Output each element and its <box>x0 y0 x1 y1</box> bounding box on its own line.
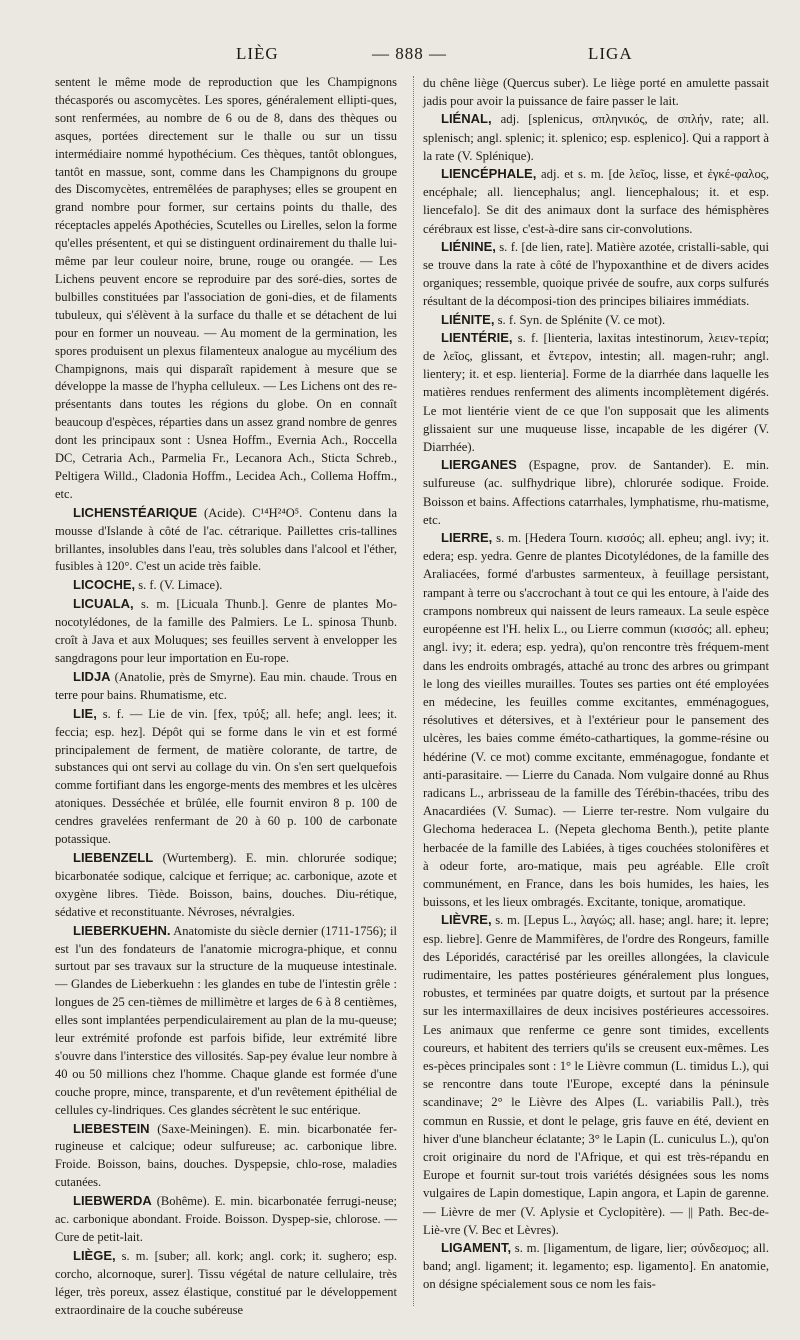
entry-headword: LIDJA <box>73 668 111 684</box>
entry-headword: LICUALA, <box>73 596 134 612</box>
entry-body: s. f. Syn. de Splénite (V. ce mot). <box>494 312 666 327</box>
entry-body: s. m. [Hedera Tourn. κισσός; all. epheu; angl. ivy; it. edera; esp. yedra. Genre de plantes Dicotylédones, de la famille des Araliacées, formé d'arbustes sarmenteux, à feuillage persistant, rampant à terre ou s'accrochant à tout ce qui les entoure, à l'aide des crampons nombreux qui naissent de leurs rameaux. La seule espèce européenne est l'H. helix L., ou Lierre commun (κισσός; all. epheu; angl. ivy; it. edera; esp. yedra), qu'on rencontre très fréquem-ment dans les endroits ombragés, attaché au tronc des arbres ou grimpant le long des vieilles murailles. Toutes ses parties ont été employées en médecine, les feuilles comme excitantes, emménagogues, résolutives et détersives, et à l'extérieur pour le pansement des ulcères, les baies comme éméto-cathartiques, la gomme-résine ou hédérine (V. ce mot) comme excitante, emménagogue, fondante et anti-parasitaire. — Lierre du Canada. Nom vulgaire donné au Rhus radicans L., arbrisseau de la famille des Térébin-thacées, tribu des Anacardiées (V. Sumac). — Lierre ter-restre. Nom vulgaire du Glechoma hederacea L. (Nepeta glechoma Benth.), petite plante herbacée de la famille des Labiées, à tiges couchées stolonifères et à odeur forte, aro-matique, mais peu agréable. Elle croît communément, en France, dans les bois humides, les haies, les buissons, et les lieux ombragés. Excitante, tonique, aromatique. <box>423 531 769 910</box>
continued-text <box>423 74 769 110</box>
entry-headword: LIENTÉRIE, <box>441 329 513 345</box>
entry-headword: LIGAMENT, <box>441 1240 512 1255</box>
dictionary-entry <box>423 456 769 529</box>
dictionary-entry <box>423 1239 769 1294</box>
entry-headword: LIÈVRE, <box>441 912 492 928</box>
entry-body: s. m. [Lepus L., λαγώς; all. hase; angl. hare; it. lepre; esp. liebre]. Genre de Mammifères, de l'ordre des Rongeurs, famille des Léporidés, caractérisé par les oreilles allongées, la clavicule rudimentaire, les pattes postérieures généralement plus longues, robustes, et terminées par quatre doigts, et surtout par la présence sur les intermaxillaires de deux incisives postérieures accessoires. Les animaux que renferme ce genre sont timides, excellents coureurs, et habitent des terriers qu'ils se creusent eux-mêmes. Les es-pèces principales sont : 1° le Lièvre commun (L. timidus L.), qui se rencontre dans toute l'Europe, excepté dans la péninsule scandinave; 2° le Lièvre des Alpes (L. variabilis Pall.), très commun en Russie, et dont le pelage, gris fauve en été, devient en hiver d'une blancheur éclatante; 3° le Lapin (L. cuniculus L.), qu'on croit originaire du nord de l'Afrique, et qui est très-répandu en Europe et fournit sur-tout trois variétés désignées sous les noms vulgaires de Lapin domestique, Lapin angora, et Lapin de garenne. — Lièvre de mer (V. Aplysie et Cyclopitère). — || Path. Bec-de-Liè-vre (V. Bec et Lèvres). <box>423 913 769 1237</box>
dictionary-entry <box>423 110 769 165</box>
entry-body: (Bohême). E. min. bicarbonatée ferrugi-neuse; ac. carbonique abondant. Froide. Boisson. Dyspep-sie, chlorose. — Cure de petit-lait. <box>55 1194 397 1244</box>
entry-headword: LIÉNAL, <box>441 111 492 127</box>
entry-body: (Anatolie, près de Smyrne). Eau min. chaude. Trous en terre pour bains. Rhumatisme, etc. <box>55 669 397 702</box>
entry-body: Anatomiste du siècle dernier (1711-1756); il est l'un des fondateurs de l'anatomie microgra-phique, et connu surtout par ses travaux sur la structure de la muqueuse intestinale. — Glandes de Lieberkuehn : les glandes en tube de l'intestin grêle : longues de 25 cen-tièmes de millimètre et larges de 6 à 8 centièmes, elles sont implantées perpendiculairement au plan de la mu-queuse; leur extrémité profonde est parfois bifide, leur extrémité libre s'ouvre dans l'interstice des villosités. Sap-pey évalue leur nombre à 40 ou 50 millions chez l'homme. Chaque glande est formée d'une couche propre, mince, transparente, et d'un revêtement épithélial de cellules cy-lindriques. Ces glandes sécrètent le suc entérique. <box>55 923 397 1117</box>
dictionary-entry <box>55 849 397 922</box>
entry-body: (Saxe-Meiningen). E. min. bicarbonatée fer-rugineuse et calcique; odeur sulfureuse; ac. carbonique libre. Froide. Boisson, bains, douches. Dyspepsie, chlo-rose, maladies cutanées. <box>55 1121 397 1190</box>
header-left-word: LIÈG <box>236 44 279 63</box>
entry-headword: LIEBENZELL <box>73 849 154 865</box>
dictionary-entry <box>55 705 397 849</box>
entry-headword: LICHENSTÉARIQUE <box>73 504 198 520</box>
header-right-word: LIGA <box>588 44 633 63</box>
entry-body: s. m. [suber; all. kork; angl. cork; it. sughero; esp. corcho, alcornoque, surer]. Tissu végétal de nature cellulaire, très léger, très poreux, assez élastique, constitué par le développement extraordinaire de la couche subéreuse <box>55 1248 397 1317</box>
entry-headword: LICOCHE, <box>73 577 136 593</box>
entry-headword: LIÈGE, <box>73 1247 116 1263</box>
entry-headword: LIÉNITE, <box>441 311 495 327</box>
entry-body: s. m. [Licuala Thunb.]. Genre de plantes Mo-nocotylédones, de la famille des Palmiers. Le L. spinosa Thunb. croît à Java et aux Moluques; ses feuilles servent à envelopper les sangdragons pour leur importation en Eu-rope. <box>55 597 397 665</box>
dictionary-entry <box>55 576 397 595</box>
entry-body: s. f. — Lie de vin. [fex, τρύξ; all. hefe; angl. lees; it. feccia; esp. hez]. Dépôt qui se forme dans le vin et est formé principalement de ferment, de matière colorante, de tartre, de substances qui ont servi au collage du vin. On s'en sert quelquefois comme fortifiant dans les engorge-ments des membres et les ulcères atoniques. Desséchée et brûlée, elle fournit environ 8 p. 100 de cendres gravelées renfermant de 20 à 60 p. 100 de carbonate potassique. <box>55 706 397 847</box>
entry-body: adj. [splenicus, σπληνικός, de σπλήν, rate; all. splenisch; angl. splenic; it. splenico; esp. esplenico]. Qui a rapport à la rate (V. Splénique). <box>423 112 769 163</box>
column-divider <box>413 76 414 1306</box>
entry-headword: LIE, <box>73 705 97 721</box>
entry-body: sentent le même mode de reproduction que les Champignons thécasporés ou ascomycètes. Les spores, généralement ellipti-ques, sont renfermées, au nombre de 6 ou de 8, dans des thèques ou asques, portées directement sur le thalle ou sur un tissu intermédiaire nommé hypothécium. Ces thèques, tantôt oblongues, tantôt en massue, sont, comme dans les Champignons du groupe des Discomycètes, entremêlées de paraphyses; elles se groupent en grand nombre pour former, sur certains points du thalle, des réceptacles appelés Apothécies, Scutelles ou Lirelles, selon la forme qu'elles présentent, et qui se distinguent ordinairement du thalle lui-même par leur couleur noire, brune, rouge ou orangée. — Les Lichens peuvent encore se reproduire par des soré-dies, sortes de bulbilles constituées par l'association de goni-dies, et de filaments tubuleux, qui s'élèvent à la surface du thalle et se détachent de lui pour en former un nouveau. — Au moment de la germination, les spores produisent un plexus filamenteux analogue au mycélium des Champignons, mais qui disparaît rapidement à mesure que se développe la masse de l'hypha celluleux. — Les Lichens ont des re-présentants dans toutes les régions du globe. On en connaît beaucoup d'espèces, réparties dans un assez grand nombre de genres dont les principaux sont : Usnea Hoffm., Evernia Ach., Roccella DC, Cetraria Ach., Parmelia Fr., Lecanora Ach., Sticta Schreb., Peltigera Willd., Cladonia Hoffm., Lecidea Ach., Collema Hoffm., etc. <box>55 75 397 501</box>
entry-headword: LIEBERKUEHN. <box>73 922 171 938</box>
right-column <box>423 74 769 1294</box>
dictionary-entry <box>55 1247 397 1320</box>
page-number: — 888 — <box>372 44 447 63</box>
entry-headword: LIERGANES <box>441 457 517 473</box>
continued-text <box>55 74 397 504</box>
running-header <box>0 44 800 68</box>
dictionary-entry <box>423 329 769 456</box>
dictionary-entry <box>423 529 769 911</box>
entry-body: s. m. [ligamentum, de ligare, lier; σύνδεσμος; all. band; angl. ligament; it. legamento; esp. ligamento]. En anatomie, on désigne spécialement sous ce nom les fais- <box>423 1241 769 1292</box>
entry-body: s. f. (V. Limace). <box>135 578 223 593</box>
entry-headword: LIÉNINE, <box>441 238 496 254</box>
entry-body: s. f. [lienteria, laxitas intestinorum, λειεν-τερία; de λεῖος, glissant, et ἔντερον, intestin; all. magen-ruhr; angl. lientery; it. et esp. lienteria]. Forme de la diarrhée dans laquelle les matières rendues renferment des aliments incomplètement digérés. Le mot lientérie vient de ce que l'on supposait que les aliments glissaient sur une muqueuse lisse, incapable de les digérer (V. Diarrhée). <box>423 330 769 455</box>
dictionary-entry <box>55 1192 397 1247</box>
dictionary-entry <box>423 165 769 238</box>
dictionary-entry <box>55 595 397 668</box>
entry-headword: LIERRE, <box>441 530 493 546</box>
entry-headword: LIENCÉPHALE, <box>441 166 537 182</box>
entry-headword: LIEBESTEIN <box>73 1120 150 1136</box>
entry-body: adj. et s. m. [de λεῖος, lisse, et ἐγκέ-φαλος, encéphale; all. liencephalus; angl. liencephalous; it. et esp. liencefalo]. Se dit des animaux dont la surface des hémisphères cérébraux est lisse, c'est-à-dire sans cir-convolutions. <box>423 167 769 236</box>
entry-body: s. f. [de lien, rate]. Matière azotée, cristalli-sable, qui se trouve dans la rate à côté de l'hypoxanthine et de divers acides organiques; ressemble, quoique privée de soufre, aux corps sulfurés résultant de la décomposi-tion des principes biliaires immédiats. <box>423 239 769 309</box>
left-column <box>55 74 397 1320</box>
entry-headword: LIEBWERDA <box>73 1193 152 1209</box>
dictionary-entry <box>55 922 397 1120</box>
dictionary-entry <box>55 1120 397 1193</box>
dictionary-entry <box>55 668 397 705</box>
dictionary-entry <box>55 504 397 577</box>
dictionary-entry <box>423 911 769 1239</box>
dictionary-entry <box>423 238 769 311</box>
entry-body: (Wurtemberg). E. min. chlorurée sodique; bicarbonatée sodique, calcique et ferrique; ac. carbonique, azote et oxygène libres. Tiède. Boisson, bains, douches. Diu-rétique, sédative et reconstituante. Névroses, névralgies. <box>55 850 397 919</box>
entry-body: du chêne liège (Quercus suber). Le liège porté en amulette passait jadis pour avoir la puissance de faire passer le lait. <box>423 76 769 109</box>
entry-body: (Acide). C¹⁴H²⁴O⁵. Contenu dans la mousse d'Islande à côté de l'ac. cétrarique. Paillettes cris-tallines brillantes, insolubles dans l'eau, très solubles dans l'alcool et l'éther, fusibles à 120°. C'est un acide très faible. <box>55 505 397 574</box>
entry-body: (Espagne, prov. de Santander). E. min. sulfureuse (ac. sulfhydrique libre), chlorurée sodique. Froide. Boisson et bains. Affections catarrhales, lymphatisme, rhu-matisme, etc. <box>423 458 769 527</box>
dictionary-entry <box>423 311 769 329</box>
